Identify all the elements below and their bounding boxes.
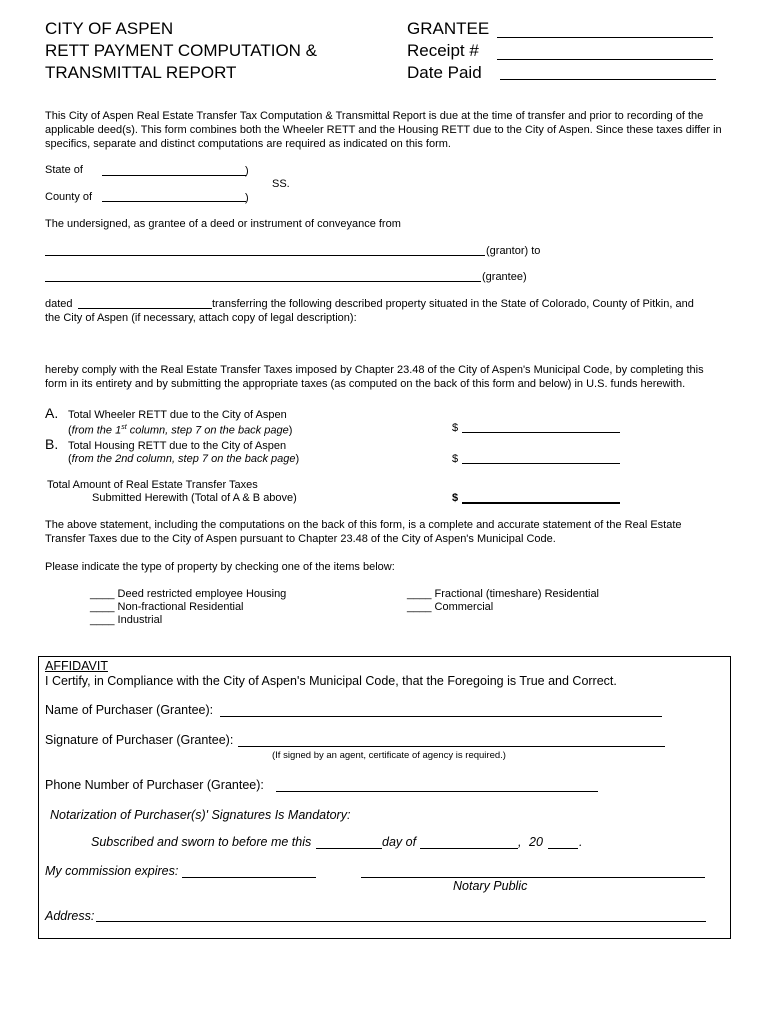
ss-label: SS. (272, 178, 290, 190)
grantee-field[interactable] (45, 281, 481, 282)
notary-signature-field[interactable] (361, 877, 705, 878)
property-industrial[interactable]: ____ Industrial (90, 614, 163, 626)
title-line-2: RETT PAYMENT COMPUTATION & (45, 41, 318, 60)
purchaser-phone-label: Phone Number of Purchaser (Grantee): (45, 778, 264, 792)
purchaser-name-label: Name of Purchaser (Grantee): (45, 703, 214, 717)
dated-field[interactable] (78, 308, 212, 309)
grantee-label: (grantee) (482, 271, 527, 283)
date-paid-label: Date Paid (407, 63, 482, 82)
grantee-header-field[interactable] (497, 37, 713, 38)
item-a-letter: A. (45, 405, 59, 421)
title-line-3: TRANSMITTAL REPORT (45, 63, 237, 82)
property-commercial[interactable]: ____ Commercial (407, 601, 494, 613)
agent-note: (If signed by an agent, certificate of agency is required.) (272, 750, 506, 761)
notary-public-label: Notary Public (453, 879, 528, 893)
item-b-title: Total Housing RETT due to the City of Aspen (68, 440, 287, 452)
transfer-text: transferring the following described property situated in the State of Colorado, County of Pitkin, and (212, 298, 694, 310)
sworn-year-field[interactable] (548, 848, 578, 849)
property-deed-restricted[interactable]: ____ Deed restricted employee Housing (90, 588, 287, 600)
purchaser-signature-label: Signature of Purchaser (Grantee): (45, 733, 234, 747)
grantee-header-label: GRANTEE (407, 19, 490, 38)
item-a-note: (from the 1st column, step 7 on the back page) (68, 424, 293, 437)
statement-paragraph: The above statement, including the computations on the back of this form, is a complete and accurate statement of the Real Estate Transfer Taxes due to the City of Aspen pursuant to Chapter 23.48 of the City of Aspen's Municipal Code. (45, 519, 682, 545)
commission-field[interactable] (182, 877, 316, 878)
transfer-text-2: the City of Aspen (if necessary, attach copy of legal description): (45, 312, 357, 324)
comply-paragraph: hereby comply with the Real Estate Transfer Taxes imposed by Chapter 23.48 of the City of Aspen's Municipal Code, by completing this form in its entirety and by submitting the appropriate taxes (as computed on the back of this form and below) in U.S. funds herewith. (45, 364, 704, 390)
property-fractional[interactable]: ____ Fractional (timeshare) Residential (407, 588, 599, 600)
sworn-day-label: day of (382, 835, 417, 849)
affidavit-box (38, 656, 731, 939)
form-title (45, 18, 317, 84)
county-paren: ) (245, 192, 249, 204)
sworn-text: Subscribed and sworn to before me this (91, 835, 312, 849)
dated-label: dated (45, 298, 73, 310)
receipt-label: Receipt # (407, 41, 479, 60)
sworn-month-field[interactable] (420, 848, 518, 849)
sworn-comma: , (518, 835, 522, 849)
notarization-note: Notarization of Purchaser(s)' Signatures Is Mandatory: (50, 808, 351, 822)
grantor-field[interactable] (45, 255, 485, 256)
item-a-title: Total Wheeler RETT due to the City of Aspen (68, 409, 287, 421)
item-b-amount-field[interactable] (462, 463, 620, 464)
total-amount-field[interactable] (462, 502, 620, 504)
sworn-year-label: 20 (529, 835, 543, 849)
date-paid-field[interactable] (500, 79, 716, 80)
affidavit-heading: AFFIDAVIT (45, 659, 108, 673)
sworn-day-field[interactable] (316, 848, 382, 849)
total-dollar: $ (452, 492, 459, 504)
total-label-1: Total Amount of Real Estate Transfer Taxes (47, 479, 258, 491)
state-paren: ) (245, 165, 249, 177)
item-b-dollar: $ (452, 453, 459, 465)
item-b-letter: B. (45, 436, 59, 452)
address-field[interactable] (96, 921, 706, 922)
item-a-amount-field[interactable] (462, 432, 620, 433)
purchaser-signature-field[interactable] (238, 746, 665, 747)
item-b-note: (from the 2nd column, step 7 on the back page) (68, 453, 300, 465)
purchaser-name-field[interactable] (220, 716, 662, 717)
county-label: County of (45, 191, 93, 203)
affidavit-certify: I Certify, in Compliance with the City of Aspen's Municipal Code, that the Foregoing is True and Correct. (45, 674, 617, 688)
state-field[interactable] (102, 175, 246, 176)
sworn-end: . (579, 835, 583, 849)
title-line-1: CITY OF ASPEN (45, 19, 174, 38)
intro-paragraph: This City of Aspen Real Estate Transfer Tax Computation & Transmittal Report is due at the time of transfer and prior to recording of the applicable deed(s). This form combines both the Wheeler RETT and the Housing RETT due to the City of Aspen. Since these taxes differ in specifics, separate and distinct computations are required as indicated on this form. (45, 110, 722, 150)
property-non-fractional[interactable]: ____ Non-fractional Residential (90, 601, 244, 613)
property-prompt: Please indicate the type of property by checking one of the items below: (45, 561, 395, 573)
grantor-label: (grantor) to (486, 245, 541, 257)
commission-label: My commission expires: (45, 864, 179, 878)
purchaser-phone-field[interactable] (276, 791, 598, 792)
state-label: State of (45, 164, 83, 176)
item-a-dollar: $ (452, 422, 459, 434)
county-field[interactable] (102, 201, 246, 202)
undersigned-text: The undersigned, as grantee of a deed or instrument of conveyance from (45, 218, 401, 230)
total-label-2: Submitted Herewith (Total of A & B above) (92, 492, 297, 504)
receipt-field[interactable] (497, 59, 713, 60)
address-label: Address: (45, 909, 95, 923)
